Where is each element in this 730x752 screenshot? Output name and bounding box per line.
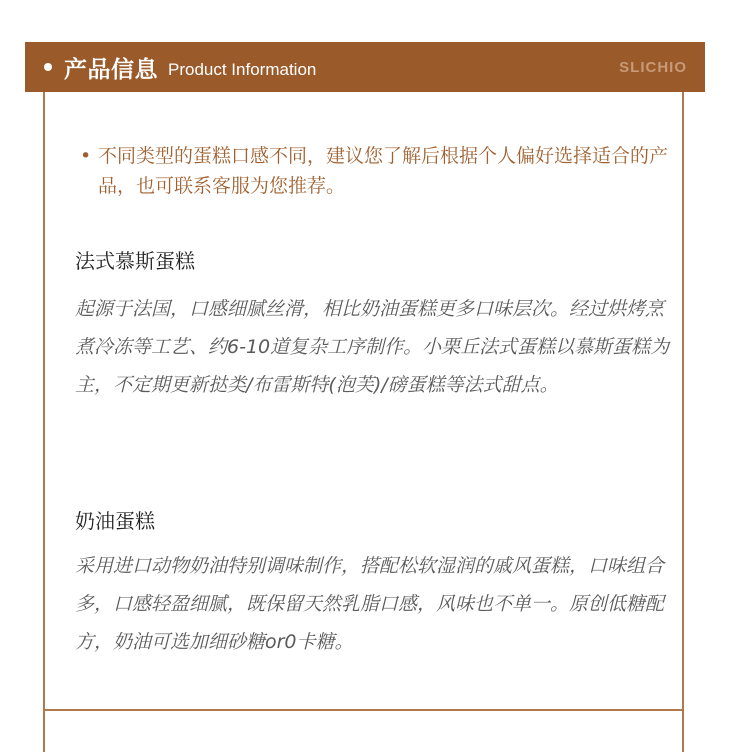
section-title-cream: 奶油蛋糕: [75, 509, 155, 533]
section-header: [25, 42, 705, 92]
section-body-cream: 采用进口动物奶油特别调味制作，搭配松软湿润的戚风蛋糕，口味组合多，口感轻盈细腻，既保留天然乳脂口感，风味也不单一。原创低糖配方，奶油可选加细砂糖or0卡糖。: [75, 555, 665, 653]
note-bullet: •: [80, 145, 92, 167]
tip-note: [80, 141, 680, 201]
bullet-dot-icon: [44, 63, 52, 71]
note-text: 不同类型的蛋糕口感不同，建议您了解后根据个人偏好选择适合的产品，也可联系客服为您推荐。: [98, 145, 669, 197]
header-title-cn: 产品信息: [64, 56, 158, 83]
section-body-mousse: 起源于法国，口感细腻丝滑，相比奶油蛋糕更多口味层次。经过烘烤烹煮冷冻等工艺、约6-10道复杂工序制作。小栗丘法式蛋糕以慕斯蛋糕为主，不定期更新挞类/布雷斯特(泡芙)/磅蛋糕等法式甜点。: [75, 298, 670, 396]
brand-label: SLICHIO: [619, 58, 687, 76]
section-title-mousse: 法式慕斯蛋糕: [75, 249, 195, 273]
card-divider: [43, 709, 684, 711]
header-title-en: Product Information: [168, 59, 317, 79]
